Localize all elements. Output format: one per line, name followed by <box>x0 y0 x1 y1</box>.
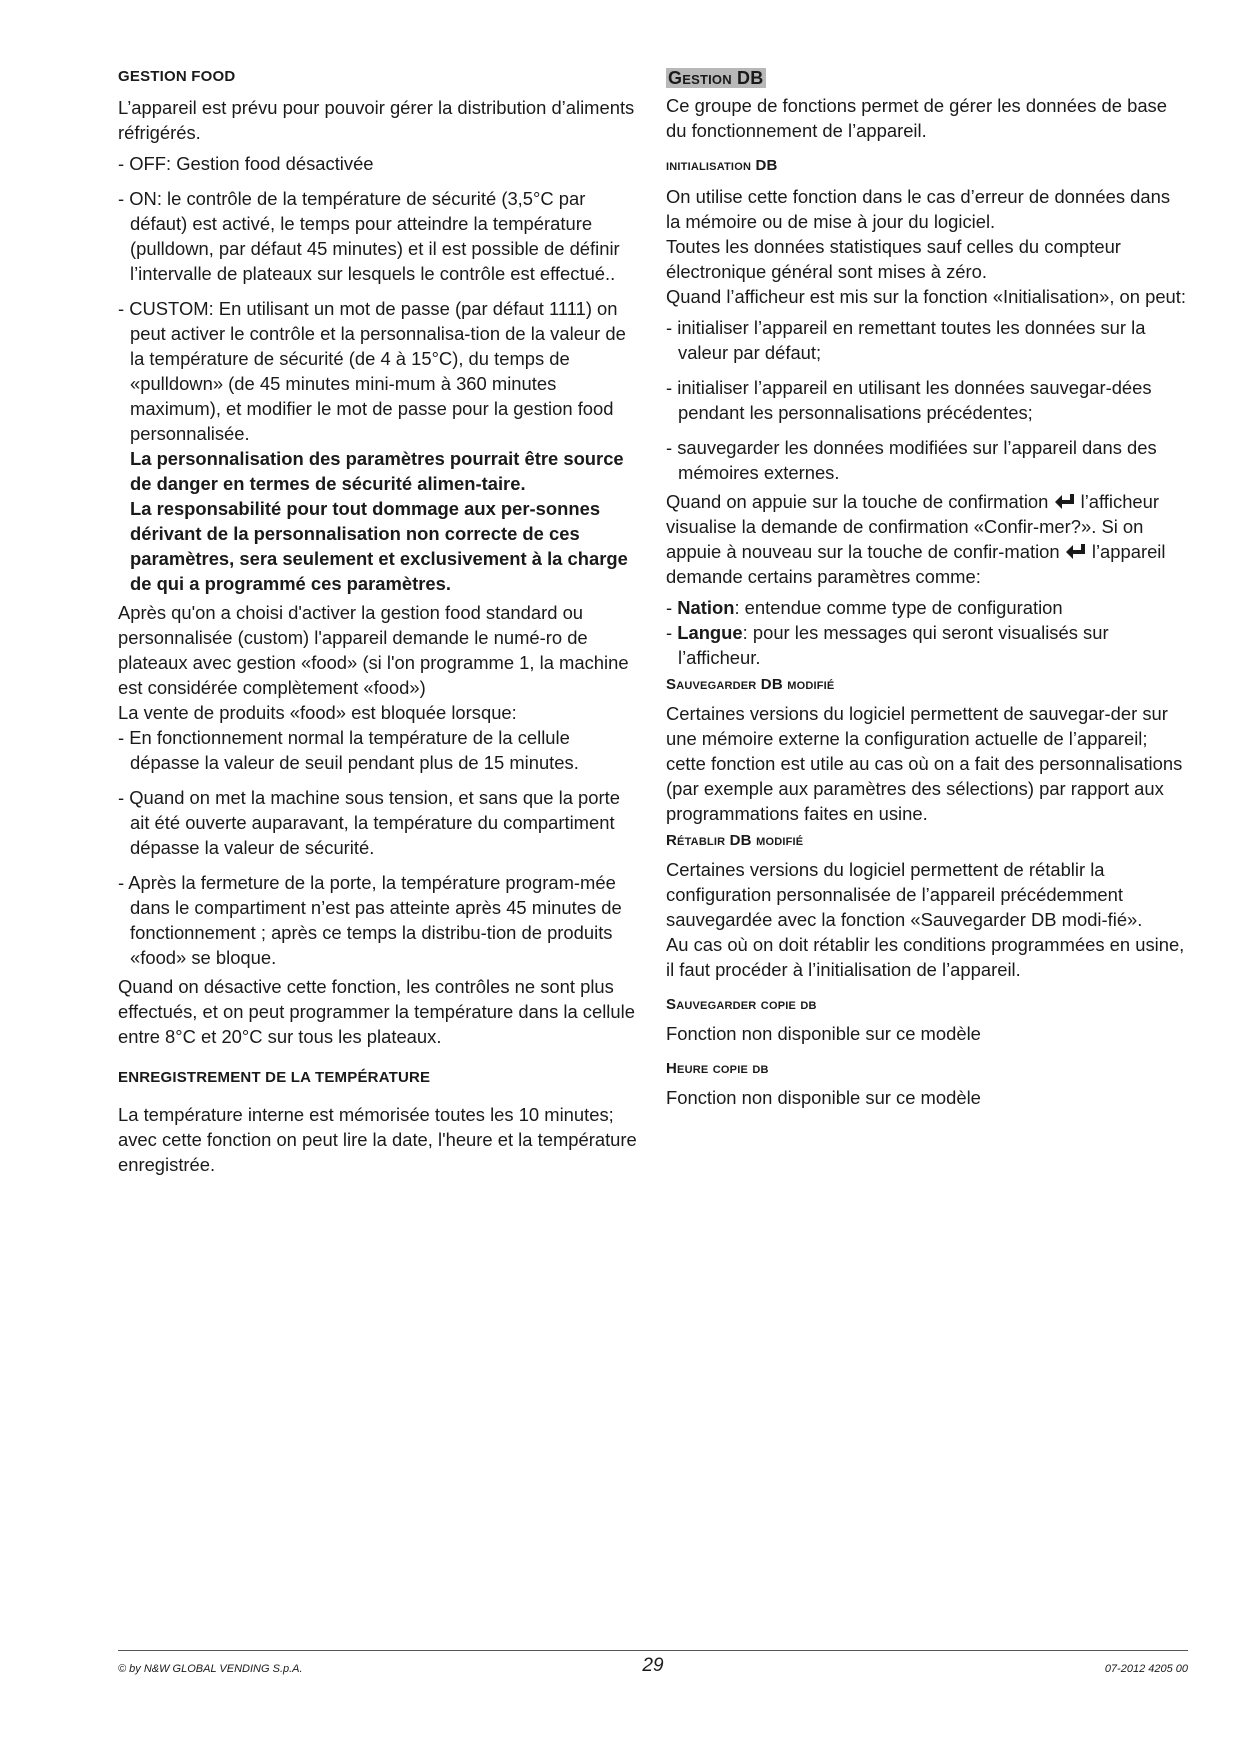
gestion-food-warning-2: La responsabilité pour tout dommage aux per-sonnes dérivant de la personnalisation non correcte de ces paramètres, sera seulement et exclusivement à la charge de qui a programmé ces paramètres. <box>130 498 628 594</box>
gestion-food-condition-3: - Après la fermeture de la porte, la température program-mée dans le compartiment n’est pas atteinte après 45 minutes de fonctionnement ; après ce temps la distribu-tion de produits «food» se bloque. <box>118 872 622 968</box>
init-db-confirm-a: Quand on appuie sur la touche de confirmation <box>666 491 1049 512</box>
init-db-confirm <box>666 489 1186 589</box>
sauvegarder-copie-text: Fonction non disponible sur ce modèle <box>666 1023 981 1044</box>
langue-label: Langue <box>677 622 743 643</box>
gestion-food-custom: - CUSTOM: En utilisant un mot de passe (par défaut 1111) on peut activer le contrôle et la personnalisa-tion de la valeur de la température de sécurité (de 4 à 15°C), du temps de «pulldown» (de 45 minutes mini-mum à 360 minutes maximum), et modifier le mot de passe pour la gestion food personnalisée. <box>118 298 626 444</box>
init-db-text-3: Quand l’afficheur est mis sur la fonction «Initialisation», on peut: <box>666 286 1187 307</box>
init-db-langue: - Langue: pour les messages qui seront visualisés sur l’afficheur. <box>666 622 1109 668</box>
page-number: 29 <box>642 1655 664 1676</box>
sauvegarder-copie-heading: Sauvegarder copie db <box>666 996 817 1013</box>
init-db-item-1: - initialiser l’appareil en remettant toutes les données sur la valeur par défaut; <box>666 317 1146 363</box>
sauvegarder-db-text: Certaines versions du logiciel permettent de sauvegar-der sur une mémoire externe la configuration actuelle de l’appareil; cette fonction est utile au cas où on a fait des personnalisations (par exemple aux paramètres des sélections) par rapport aux programmations faites en usine. <box>666 703 1183 824</box>
enter-key-icon <box>1065 543 1087 561</box>
init-db-confirm-b: l’afficheur visualise la demande de confirmation «Confir-mer?». Si on appuie à nouveau sur la touche de confir-mation <box>666 491 1160 562</box>
gestion-food-intro: L’appareil est prévu pour pouvoir gérer la distribution d’aliments réfrigérés. <box>118 97 635 143</box>
langue-text: : pour les messages qui seront visualisés sur l’afficheur. <box>678 622 1109 668</box>
init-db-item-3: - sauvegarder les données modifiées sur l’appareil dans des mémoires externes. <box>666 437 1157 483</box>
enter-key-icon <box>1054 493 1076 511</box>
left-column <box>118 68 638 1183</box>
retablir-db-heading: Rétablir DB modifié <box>666 832 804 849</box>
footer-document-code: 07-2012 4205 00 <box>1104 1663 1188 1675</box>
gestion-food-deactivate: Quand on désactive cette fonction, les contrôles ne sont plus effectués, et on peut programmer la température dans la cellule entre 8°C et 20°C sur tous les plateaux. <box>118 976 635 1047</box>
init-db-confirm-c: l’appareil demande certains paramètres comme: <box>666 541 1166 587</box>
gestion-food-condition-2: - Quand on met la machine sous tension, et sans que la porte ait été ouverte auparavant, la température du compartiment dépasse la valeur de sécurité. <box>118 787 620 858</box>
nation-text: : entendue comme type de configuration <box>734 597 1063 618</box>
init-db-text-2: Toutes les données statistiques sauf celles du compteur électronique général sont mises à zéro. <box>666 236 1121 282</box>
gestion-food-warning-1: La personnalisation des paramètres pourrait être source de danger en termes de sécurité alimen-taire. <box>130 448 624 494</box>
init-db-item-2: - initialiser l’appareil en utilisant les données sauvegar-dées pendant les personnalisations précédentes; <box>666 377 1152 423</box>
gestion-food-blocked: La vente de produits «food» est bloquée lorsque: <box>118 702 517 723</box>
heure-copie-heading: Heure copie db <box>666 1060 769 1077</box>
heure-copie-text: Fonction non disponible sur ce modèle <box>666 1087 981 1108</box>
nation-label: Nation <box>677 597 735 618</box>
gestion-food-heading: GESTION FOOD <box>118 68 236 85</box>
gestion-food-condition-1: - En fonctionnement normal la température de la cellule dépasse la valeur de seuil pendant plus de 15 minutes. <box>118 727 579 773</box>
retablir-db-text-1: Certaines versions du logiciel permettent de rétablir la configuration personnalisée de l’appareil précédemment sauvegardée avec la fonction «Sauvegarder DB modi-fié». <box>666 859 1143 930</box>
page-footer <box>118 1650 1188 1683</box>
init-db-nation: - Nation: entendue comme type de configuration <box>666 597 1063 618</box>
gestion-food-after: Après qu'on a choisi d'activer la gestion food standard ou personnalisée (custom) l'appareil demande le numé-ro de plateaux avec gestion «food» (si l'on programme 1, la machine est considérée complètement «food») <box>118 602 629 698</box>
footer-copyright: © by N&W GLOBAL VENDING S.p.A. <box>118 1663 303 1675</box>
enregistrement-heading: ENREGISTREMENT DE LA TEMPÉRATURE <box>118 1069 431 1086</box>
sauvegarder-db-heading: Sauvegarder DB modifié <box>666 676 835 693</box>
right-column <box>666 68 1186 1116</box>
gestion-db-text: Ce groupe de fonctions permet de gérer les données de base du fonctionnement de l’appareil. <box>666 95 1167 141</box>
init-db-heading: initialisation DB <box>666 157 778 174</box>
gestion-db-heading: Gestion DB <box>666 68 766 88</box>
retablir-db-text-2: Au cas où on doit rétablir les conditions programmées en usine, il faut procéder à l’initialisation de l’appareil. <box>666 934 1185 980</box>
gestion-food-on: - ON: le contrôle de la température de sécurité (3,5°C par défaut) est activé, le temps pour atteindre la température (pulldown, par défaut 45 minutes) et il est possible de définir l’intervalle de plateaux sur lesquels le contrôle est effectué.. <box>118 188 620 284</box>
gestion-food-off: - OFF: Gestion food désactivée <box>118 153 374 174</box>
init-db-text-1: On utilise cette fonction dans le cas d’erreur de données dans la mémoire ou de mise à jour du logiciel. <box>666 186 1171 232</box>
enregistrement-text: La température interne est mémorisée toutes les 10 minutes; avec cette fonction on peut lire la date, l'heure et la température enregistrée. <box>118 1104 637 1175</box>
